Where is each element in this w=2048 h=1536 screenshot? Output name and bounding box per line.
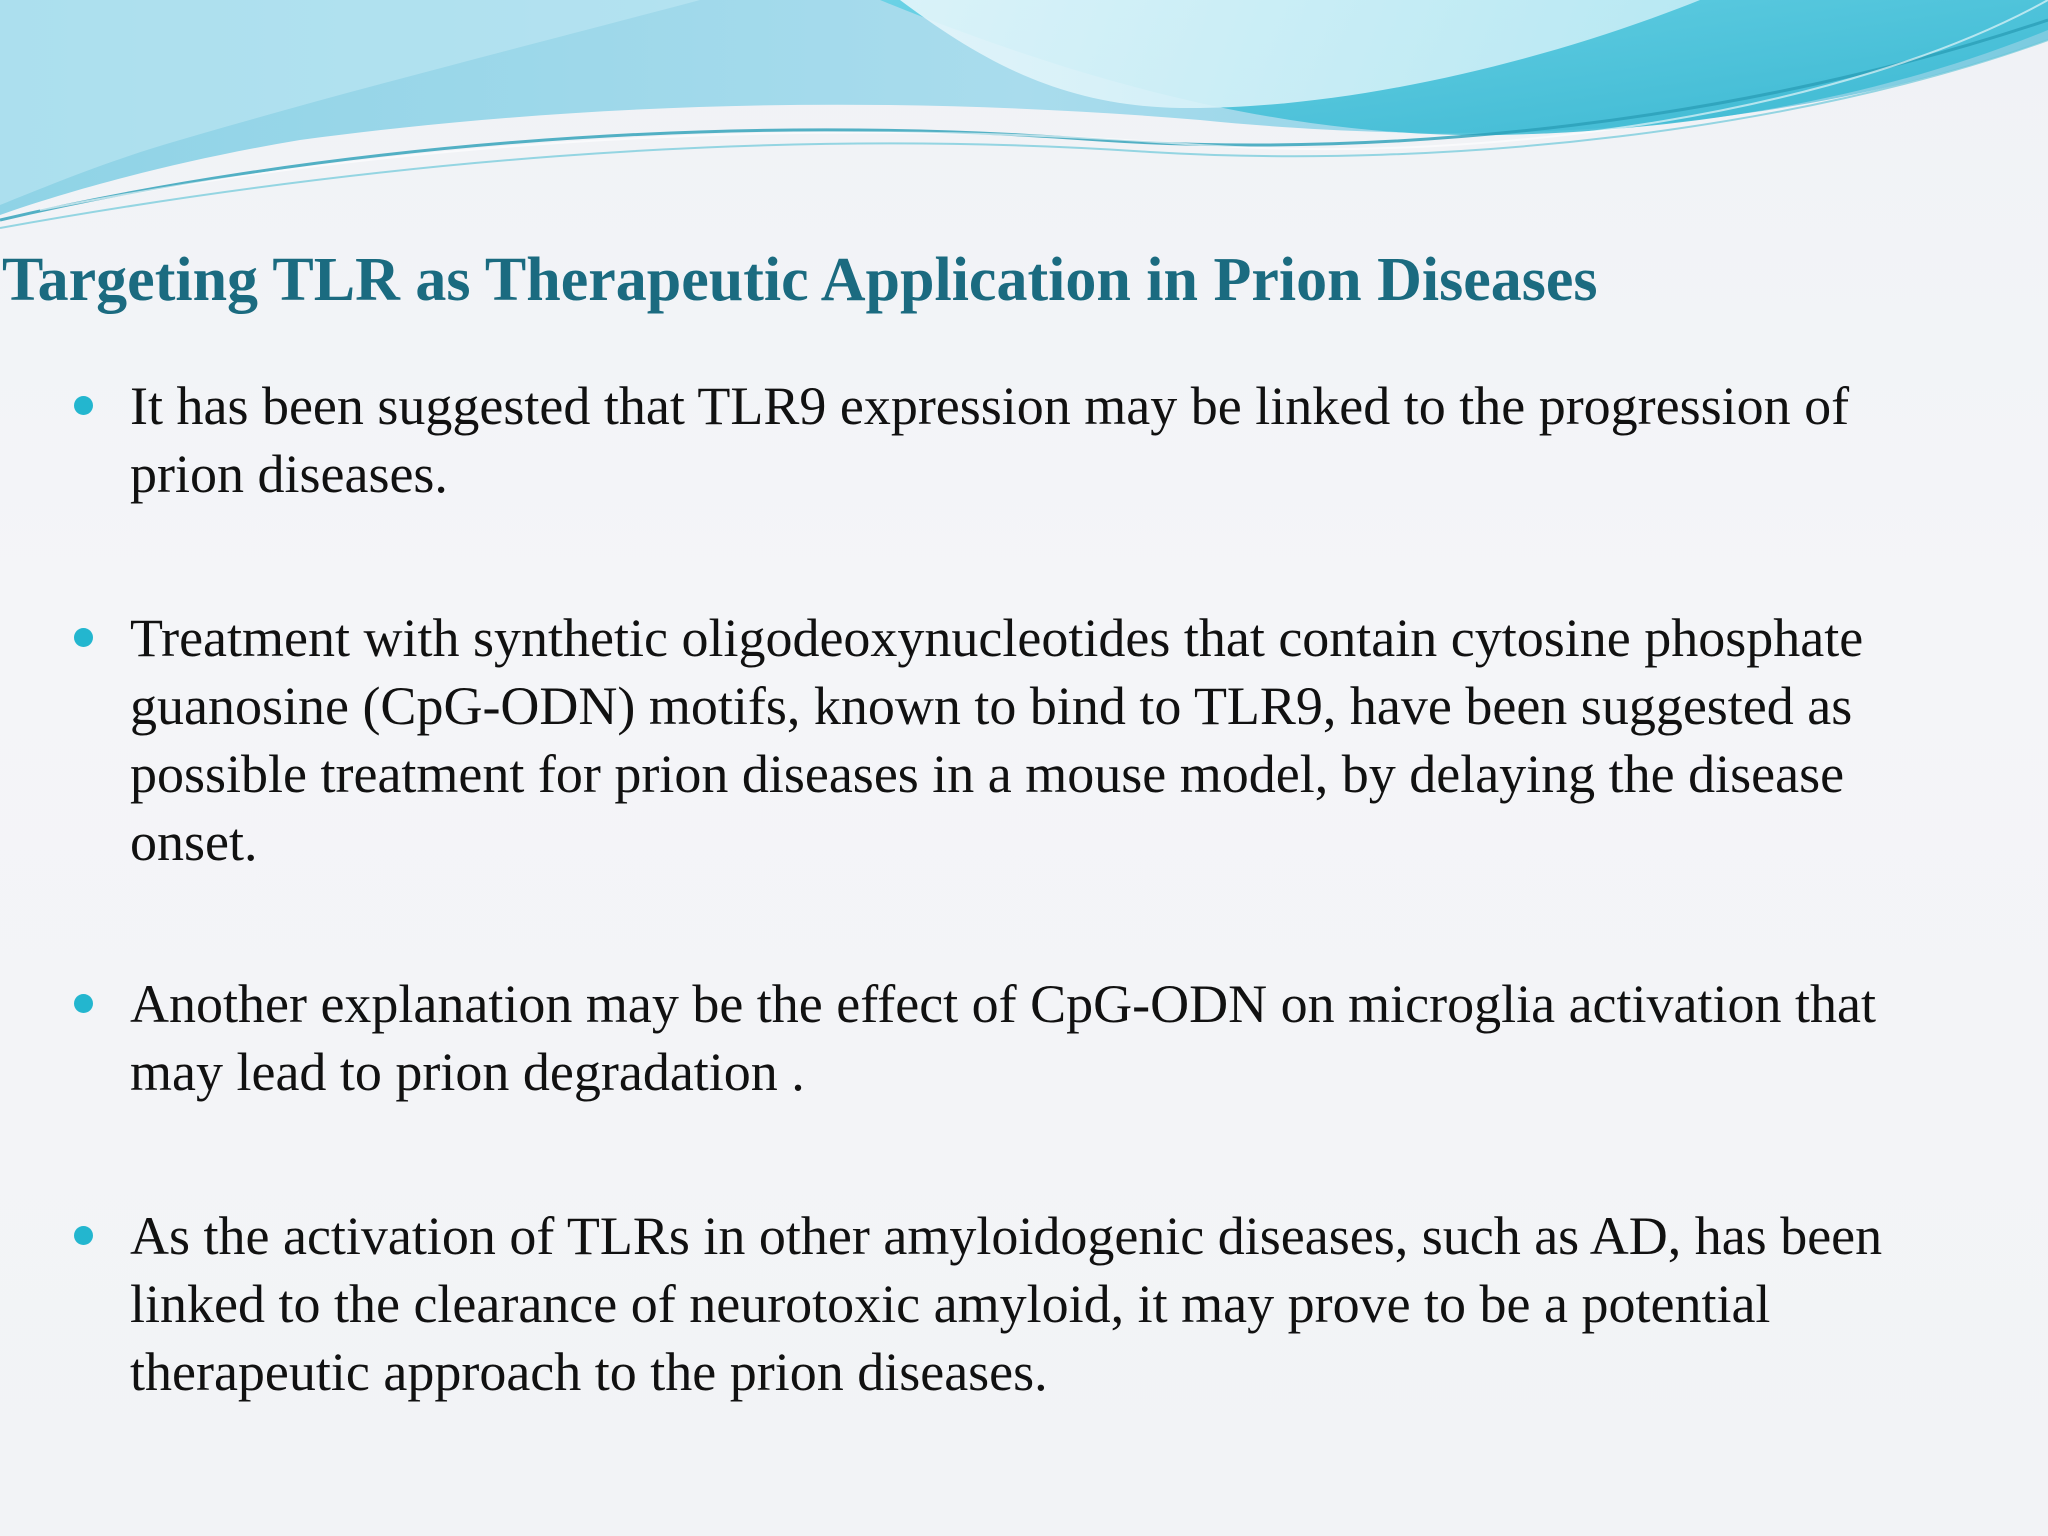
bullet-dot-icon	[74, 1226, 93, 1245]
bullet-dot-icon	[74, 628, 93, 647]
bullet-item	[130, 1202, 1990, 1406]
bullet-dot-icon	[74, 994, 93, 1013]
bullet-text: Treatment with synthetic oligodeoxynucleotides that contain cytosine phosphate guanosine (CpG-ODN) motifs, known to bind to TLR9, have been suggested as possible treatment for prion diseases in a mouse model, by delaying the disease onset.	[130, 608, 1864, 872]
bullet-text: It has been suggested that TLR9 expression may be linked to the progression of prion diseases.	[130, 376, 1850, 504]
bullet-item	[130, 970, 1990, 1106]
bullet-text: As the activation of TLRs in other amyloidogenic diseases, such as AD, has been linked to the clearance of neurotoxic amyloid, it may prove to be a potential therapeutic approach to the prion diseases.	[130, 1206, 1883, 1402]
bullet-dot-icon	[74, 396, 93, 415]
bullet-text: Another explanation may be the effect of CpG-ODN on microglia activation that may lead to prion degradation .	[130, 974, 1876, 1102]
header-wave-decoration	[0, 0, 2048, 240]
bullet-item	[130, 372, 1990, 508]
bullet-item	[130, 604, 1990, 876]
slide-title: Targeting TLR as Therapeutic Application in Prion Diseases	[2, 246, 1598, 314]
